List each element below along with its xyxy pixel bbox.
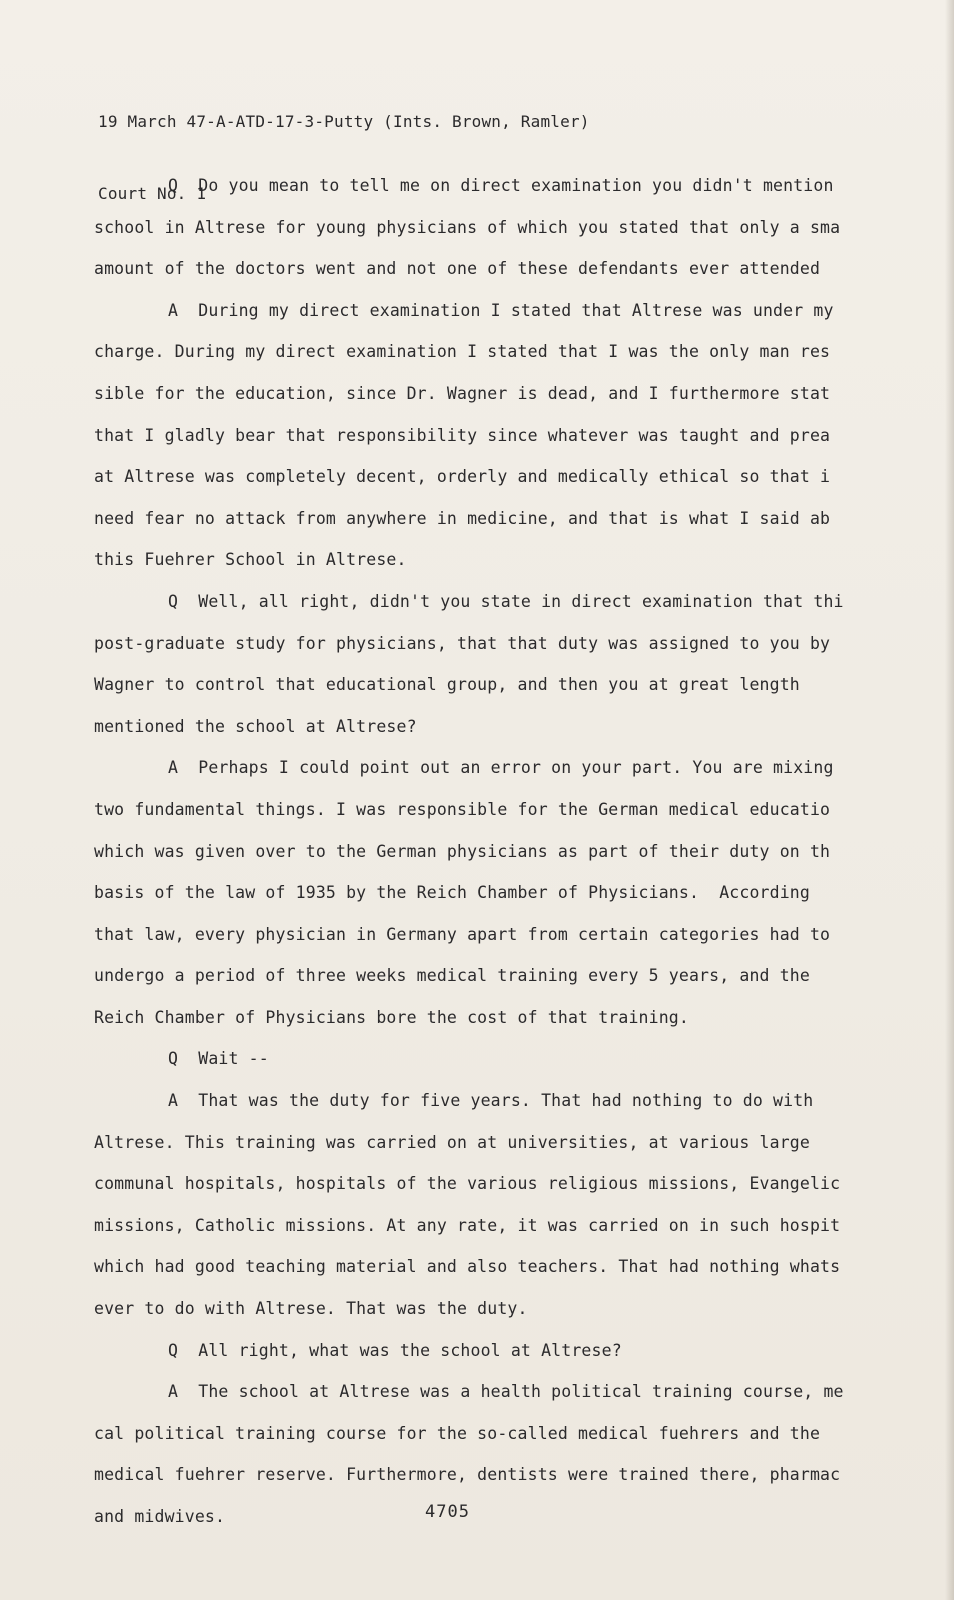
header-court-line: Court No. 1: [98, 184, 207, 203]
transcript-line: Q All right, what was the school at Altrese?: [168, 1340, 622, 1360]
transcript-line: basis of the law of 1935 by the Reich Chamber of Physicians. According: [94, 883, 810, 903]
transcript-line: mentioned the school at Altrese?: [94, 716, 417, 736]
transcript-line: Reich Chamber of Physicians bore the cost of that training.: [94, 1007, 689, 1027]
transcript-line: at Altrese was completely decent, orderly and medically ethical so that i: [94, 467, 831, 487]
transcript-line: two fundamental things. I was responsible for the German medical educatio: [94, 799, 831, 819]
transcript-line: medical fuehrer reserve. Furthermore, dentists were trained there, pharmac: [94, 1465, 841, 1485]
transcript-line: school in Altrese for young physicians of which you stated that only a sma: [94, 217, 841, 237]
transcript-line: that law, every physician in Germany apart from certain categories had to: [94, 924, 831, 944]
transcript-line: undergo a period of three weeks medical training every 5 years, and the: [94, 966, 810, 986]
transcript-line: missions, Catholic missions. At any rate, it was carried on in such hospit: [94, 1215, 841, 1235]
transcript-line: Altrese. This training was carried on at universities, at various large: [94, 1132, 810, 1152]
transcript-line: A That was the duty for five years. That had nothing to do with: [168, 1091, 814, 1111]
transcript-line: that I gladly bear that responsibility since whatever was taught and prea: [94, 425, 831, 445]
transcript-line: Wagner to control that educational group, and then you at great length: [94, 675, 800, 695]
transcript-line: this Fuehrer School in Altrese.: [94, 550, 407, 570]
transcript-line: Q Well, all right, didn't you state in direct examination that thi: [168, 591, 844, 611]
page-number: 4705: [425, 1502, 470, 1522]
transcript-line: which had good teaching material and also teachers. That had nothing whats: [94, 1257, 841, 1277]
transcript-line: charge. During my direct examination I stated that I was the only man res: [94, 342, 831, 362]
transcript-line: sible for the education, since Dr. Wagner is dead, and I furthermore stat: [94, 383, 831, 403]
transcript-line: post-graduate study for physicians, that that duty was assigned to you by: [94, 633, 831, 653]
transcript-line: Q Do you mean to tell me on direct examination you didn't mention: [168, 176, 834, 195]
transcript-line: and midwives.: [94, 1507, 226, 1526]
transcript-line: need fear no attack from anywhere in medicine, and that is what I said ab: [94, 508, 831, 528]
transcript-line: communal hospitals, hospitals of the various religious missions, Evangelic: [94, 1174, 841, 1194]
transcript-line: ever to do with Altrese. That was the duty.: [94, 1299, 528, 1319]
transcript-line: amount of the doctors went and not one of these defendants ever attended: [94, 259, 821, 279]
transcript-line: Q Wait --: [168, 1049, 269, 1069]
transcript-line: cal political training course for the so-called medical fuehrers and the: [94, 1423, 821, 1443]
transcript-line: which was given over to the German physicians as part of their duty on th: [94, 841, 831, 861]
transcript-body: [94, 165, 944, 1538]
header-case-line: 19 March 47-A-ATD-17-3-Putty (Ints. Brown, Ramler): [98, 112, 590, 131]
transcript-line: A Perhaps I could point out an error on your part. You are mixing: [168, 758, 834, 778]
transcript-line: A During my direct examination I stated that Altrese was under my: [168, 300, 834, 320]
transcript-line: A The school at Altrese was a health political training course, me: [168, 1382, 844, 1402]
